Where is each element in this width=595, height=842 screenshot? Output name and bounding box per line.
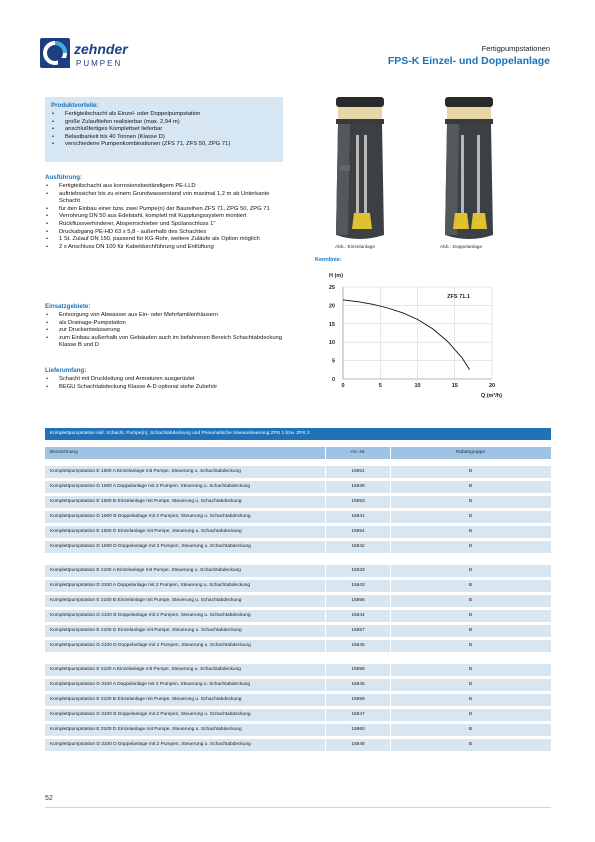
list-item: • zum Einbau außerhalb von Gebäuden auch im befahrenen Bereich Schachtabdeckung Klasse B und D (45, 335, 285, 350)
page-number: 52 (45, 795, 53, 802)
cell-article-number: 15853 (351, 499, 365, 504)
y-tick-label: 25 (328, 285, 335, 291)
product-advantages-box (45, 97, 283, 162)
column-header: Bezeichnung (50, 450, 78, 455)
cell-designation: Komplettpumpstation D 2100 B Doppelanlage mit 2 Pumpen, Steuerung u. Schachtabdeckung (50, 613, 251, 618)
cell-discount-group: B (468, 529, 473, 534)
brand-sub: PUMPEN (76, 59, 123, 68)
list-item: • 2 x Anschluss DN 100 für Kabeldurchführung und Entlüftung (45, 244, 285, 252)
list-item: • Druckabgang PE-HD 63 x 5,8 - außerhalb des Schachtes (45, 229, 285, 237)
list-item: • als Drainage-Pumpstation (45, 320, 285, 328)
table-row (45, 580, 551, 592)
cell-article-number: 15846 (351, 682, 365, 687)
brand-name: zehnder (74, 41, 128, 57)
cell-designation: Komplettpumpstation E 3100 A Einzelanlage mit Pumpe, Steuerung u. Schachtabdeckung (50, 667, 241, 672)
cell-article-number: 15856 (351, 598, 365, 603)
cell-article-number: 15845 (351, 643, 365, 648)
cell-discount-group: B (468, 484, 473, 489)
list-item: • anschlußfertiges Komplettset lieferbar (51, 126, 281, 134)
list-item: • Entsorgung von Abwasser aus Ein- oder Mehrfamilienhäusern (45, 312, 285, 320)
cell-article-number: 15857 (351, 628, 365, 633)
x-axis-label: Q (m³/h) (480, 393, 502, 399)
ausfuehrung-list (45, 183, 285, 251)
list-item: • Belastbarkeit bis 40 Tonnen (Klasse D) (51, 134, 281, 142)
table-row (45, 481, 551, 493)
table-row (45, 739, 551, 751)
x-tick-label: 0 (341, 383, 345, 389)
lieferumfang-list (45, 376, 285, 391)
cell-article-number: 15844 (351, 613, 365, 618)
table-title: Komplettpumpstation inkl. Schacht, Pumpe(n), Schachtabdeckung und Pneumatische Niveausteuerung ZPS 1 bzw. ZPS 2 (50, 431, 310, 436)
table-row (45, 640, 551, 652)
cell-article-number: 15843 (351, 583, 365, 588)
table-row (45, 694, 551, 706)
cell-designation: Komplettpumpstation D 1600 A Doppelanlage mit 2 Pumpen, Steuerung u. Schachtabdeckung (50, 484, 251, 489)
einsatzgebiete-heading: Einsatzgebiete: (45, 303, 91, 310)
caption-double: Abb.: Doppelanlage (440, 245, 483, 250)
einsatzgebiete-list (45, 312, 285, 350)
list-item: • für den Einbau einer bzw. zwei Pumpe(n) der Baureihen ZFS 71, ZPG 50, ZPG 71 (45, 206, 285, 214)
list-item: • zur Druckentwässerung (45, 327, 285, 335)
footer-divider (45, 807, 551, 808)
header-category: Fertigpumpstationen (481, 44, 550, 53)
table-row (45, 610, 551, 622)
y-tick-label: 15 (328, 321, 335, 328)
x-tick-label: 20 (488, 383, 496, 389)
cell-discount-group: B (468, 697, 473, 702)
cell-designation: Komplettpumpstation E 3100 B Einzelanlage mit Pumpe, Steuerung u. Schachtabdeckung (50, 697, 242, 702)
page-title: FPS-K Einzel- und Doppelanlage (387, 55, 550, 67)
list-item: • BEGU Schachtabdeckung Klasse A-D optional siehe Zubehör (45, 384, 285, 392)
cell-article-number: 15842 (351, 544, 365, 549)
list-item: • Schacht mit Druckleitung und Armaturen ausgerüstet (45, 376, 285, 384)
y-tick-label: 5 (331, 358, 335, 365)
column-header: Art.-Nr. (350, 450, 366, 455)
table-row (45, 625, 551, 637)
table-row (45, 664, 551, 676)
series-label: ZFS 71.1 (447, 294, 470, 301)
cell-article-number: 16833 (351, 568, 365, 573)
table-row (45, 565, 551, 577)
cell-designation: Komplettpumpstation E 1600 B Einzelanlage mit Pumpe, Steuerung u. Schachtabdeckung (50, 499, 242, 504)
table-row (45, 511, 551, 523)
cell-discount-group: B (468, 583, 473, 588)
cell-article-number: 15860 (351, 727, 365, 732)
x-tick-label: 15 (451, 383, 458, 389)
single-pump-station-image (326, 95, 394, 245)
cell-article-number: 15851 (351, 469, 365, 474)
zehnder-logo (40, 34, 152, 74)
table-row (45, 526, 551, 538)
caption-single: Abb.: Einzelanlage (335, 245, 376, 250)
cell-discount-group: B (468, 544, 473, 549)
cell-discount-group: B (468, 667, 473, 672)
cell-article-number: 15839 (351, 484, 365, 489)
cell-discount-group: B (468, 499, 473, 504)
pump-curve-chart (300, 265, 530, 403)
list-item: • Verrohrung DN 50 aus Edelstahl, komplett mit Kupplungssystem montiert (45, 213, 285, 221)
column-header: Rabattgruppe (455, 450, 486, 455)
series-line-zfs-71-1 (343, 300, 470, 370)
table-row (45, 595, 551, 607)
cell-designation: Komplettpumpstation D 1600 B Doppelanlage mit 2 Pumpen, Steuerung u. Schachtabdeckung (50, 514, 251, 519)
double-pump-station-image (435, 95, 503, 245)
cell-designation: Komplettpumpstation E 1600 A Einzelanlage mit Pumpe, Steuerung u. Schachtabdeckung (50, 469, 241, 474)
list-item: • auftriebssicher bis zu einem Grundwasserstand von maximal 1,2 m ab Unterkante Schacht (45, 191, 285, 206)
chart-labels (329, 273, 502, 399)
cell-discount-group: B (468, 568, 473, 573)
cell-discount-group: B (468, 682, 473, 687)
chart-series (343, 300, 470, 370)
lieferumfang-heading: Lieferumfang: (45, 367, 87, 374)
x-tick-label: 5 (378, 383, 382, 389)
cell-designation: Komplettpumpstation E 3100 D Einzelanlage mit Pumpe, Steuerung u. Schachtabdeckung (50, 727, 242, 732)
table-row (45, 709, 551, 721)
produktvorteile-heading: Produktvorteile: (51, 102, 99, 109)
cell-discount-group: B (468, 742, 473, 747)
cell-article-number: 15847 (351, 712, 365, 717)
table-header-row (45, 447, 551, 459)
cell-discount-group: B (468, 727, 473, 732)
cell-designation: Komplettpumpstation D 1600 D Doppelanlage mit 2 Pumpen, Steuerung u. Schachtabdeckung (50, 544, 251, 549)
y-tick-label: 0 (331, 377, 335, 383)
cell-article-number: 15854 (351, 529, 365, 534)
list-item: • Rückflussverhinderer, Absperrschieber und Spülanschluss 1" (45, 221, 285, 229)
cell-designation: Komplettpumpstation E 2100 B Einzelanlage mit Pumpe, Steuerung u. Schachtabdeckung (50, 598, 242, 603)
table-row (45, 541, 551, 553)
chart-heading: Kennlinie: (315, 257, 342, 263)
table-row (45, 724, 551, 736)
y-tick-label: 20 (328, 303, 335, 310)
produktvorteile-list (51, 111, 281, 149)
cell-discount-group: B (468, 643, 473, 648)
list-item: • Fertigteilschacht aus korrosionsbeständigem PE-LLD (45, 183, 285, 191)
cell-article-number: 15858 (351, 667, 365, 672)
cell-article-number: 15841 (351, 514, 365, 519)
table-title-row (45, 428, 551, 440)
y-axis-label: H (m) (329, 273, 344, 279)
list-item: • Fertigteilschacht als Einzel- oder Doppelpumpstation (51, 111, 281, 119)
ausfuehrung-heading: Ausführung: (45, 174, 83, 181)
cell-designation: Komplettpumpstation D 2100 D Doppelanlage mit 2 Pumpen, Steuerung u. Schachtabdeckung (50, 643, 251, 648)
table-row (45, 466, 551, 478)
table-row (45, 496, 551, 508)
cell-designation: Komplettpumpstation E 2100 A Einzelanlage mit Pumpe, Steuerung u. Schachtabdeckung (50, 568, 241, 573)
cell-designation: Komplettpumpstation E 1600 D Einzelanlage mit Pumpe, Steuerung u. Schachtabdeckung (50, 529, 242, 534)
cell-discount-group: B (468, 613, 473, 618)
cell-designation: Komplettpumpstation D 2100 A Doppelanlage mit 2 Pumpen, Steuerung u. Schachtabdeckung (50, 583, 251, 588)
list-item: • 1 St. Zulauf DN 150, passend für KG-Rohr, weitere Zuläufe als Option möglich (45, 236, 285, 244)
cell-discount-group: B (468, 469, 473, 474)
cell-article-number: 15859 (351, 697, 365, 702)
y-tick-label: 10 (328, 340, 335, 347)
chart-grid (343, 287, 492, 379)
cell-designation: Komplettpumpstation D 3100 B Doppelanlage mit 2 Pumpen, Steuerung u. Schachtabdeckung (50, 712, 251, 717)
list-item: • verschiedene Pumpenkombinationen (ZFS 71, ZFS 50, ZPG 71) (51, 141, 281, 149)
cell-discount-group: B (468, 514, 473, 519)
table-row (45, 679, 551, 691)
cell-discount-group: B (468, 628, 473, 633)
cell-article-number: 15848 (351, 742, 365, 747)
list-item: • große Zulauftiefen realisierbar (max. 2,94 m) (51, 119, 281, 127)
cell-designation: Komplettpumpstation E 2100 D Einzelanlage mit Pumpe, Steuerung u. Schachtabdeckung (50, 628, 242, 633)
cell-discount-group: B (468, 598, 473, 603)
cell-discount-group: B (468, 712, 473, 717)
cell-designation: Komplettpumpstation D 3100 A Doppelanlage mit 2 Pumpen, Steuerung u. Schachtabdeckung (50, 682, 251, 687)
cell-designation: Komplettpumpstation D 3100 D Doppelanlage mit 2 Pumpen, Steuerung u. Schachtabdeckung (50, 742, 251, 747)
x-tick-label: 10 (414, 383, 421, 389)
